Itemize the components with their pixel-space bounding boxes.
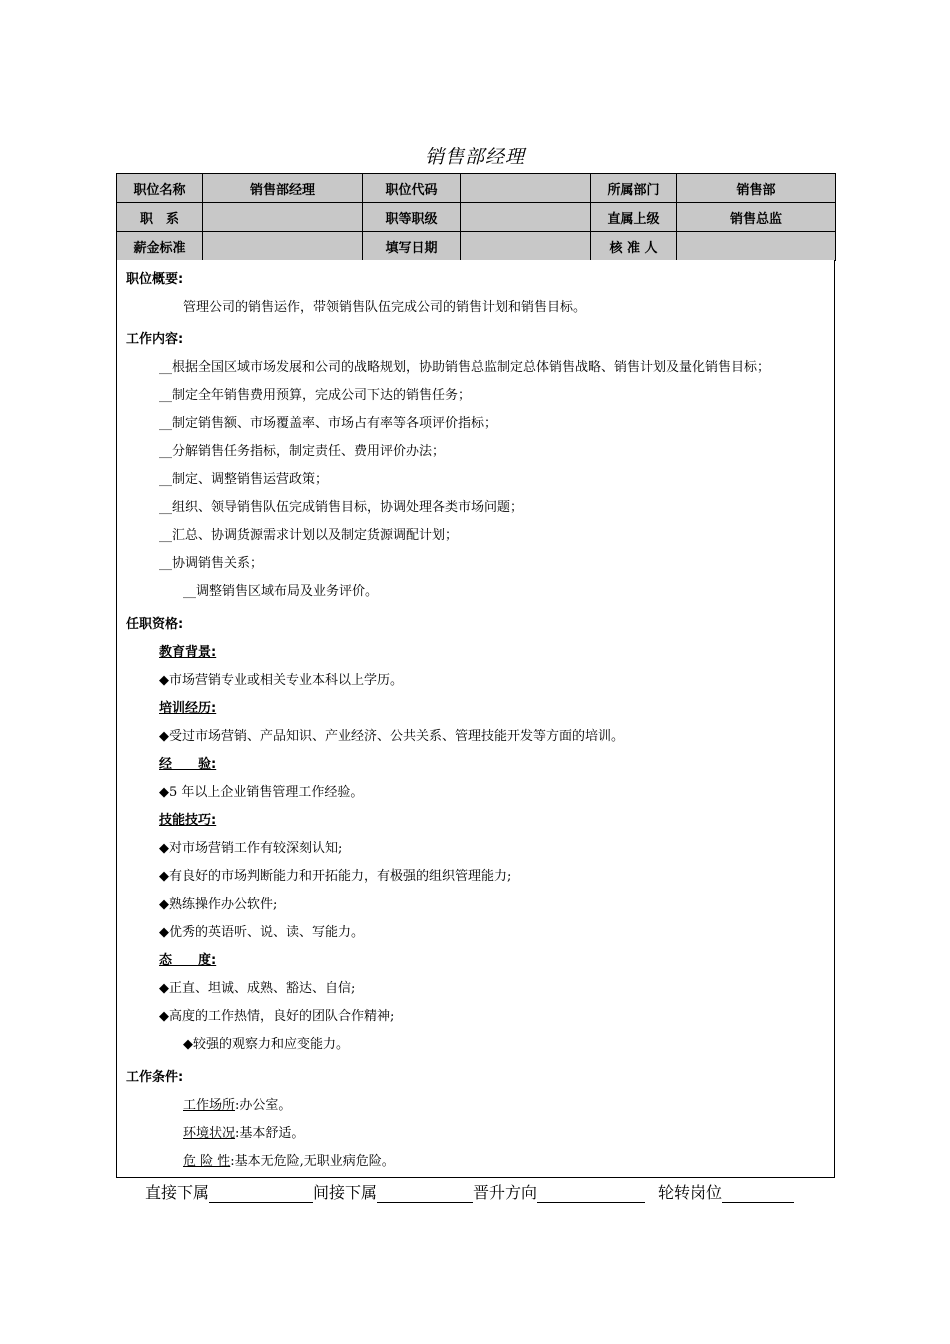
risk-value: :基本无危险,无职业病危险。 bbox=[230, 1154, 395, 1169]
attitude-title: 态 度: bbox=[159, 953, 217, 968]
experience-title: 经 验: bbox=[159, 757, 217, 772]
value-salary bbox=[203, 232, 363, 261]
training-title: 培训经历: bbox=[159, 701, 217, 716]
document-title: 销售部经理 bbox=[424, 146, 525, 168]
conditions-section bbox=[116, 1058, 835, 1178]
work-item-3: __制定销售额、市场覆盖率、市场占有率等各项评价指标； bbox=[159, 416, 498, 431]
rotation-blank[interactable] bbox=[722, 1185, 794, 1203]
direct-subordinate-label: 直接下属 bbox=[145, 1183, 210, 1202]
overview-section bbox=[116, 260, 835, 321]
skill-item-4: ◆优秀的英语听、说、读、写能力。 bbox=[159, 925, 364, 940]
training-text: ◆受过市场营销、产品知识、产业经济、公共关系、管理技能开发等方面的培训。 bbox=[159, 729, 624, 744]
environment-line bbox=[183, 1122, 304, 1141]
value-position-name: 销售部经理 bbox=[203, 174, 363, 203]
value-position-code bbox=[461, 174, 591, 203]
info-row-2 bbox=[117, 203, 836, 232]
attitude-item-2: ◆高度的工作热情，良好的团队合作精神; bbox=[159, 1009, 395, 1024]
direct-subordinate-blank[interactable] bbox=[209, 1185, 313, 1203]
info-row-1 bbox=[117, 174, 836, 203]
work-item-9: __调整销售区域布局及业务评价。 bbox=[183, 584, 379, 599]
job-info-table bbox=[116, 173, 836, 261]
work-item-6: __组织、领导销售队伍完成销售目标，协调处理各类市场问题； bbox=[159, 500, 524, 515]
workplace-value: :办公室。 bbox=[235, 1098, 292, 1113]
info-row-3 bbox=[117, 232, 836, 261]
education-text: ◆市场营销专业或相关专业本科以上学历。 bbox=[159, 673, 403, 688]
label-department: 所属部门 bbox=[591, 174, 677, 203]
overview-label: 职位概要: bbox=[126, 272, 184, 287]
label-position-code: 职位代码 bbox=[363, 174, 461, 203]
work-section bbox=[116, 320, 835, 606]
promotion-blank[interactable] bbox=[537, 1185, 645, 1203]
value-job-grade bbox=[461, 203, 591, 232]
qualification-section bbox=[116, 605, 835, 1059]
environment-value: :基本舒适。 bbox=[235, 1126, 305, 1141]
work-item-4: __分解销售任务指标，制定责任、费用评价办法； bbox=[159, 444, 446, 459]
risk-line bbox=[183, 1150, 395, 1169]
attitude-item-1: ◆正直、坦诚、成熟、豁达、自信; bbox=[159, 981, 356, 996]
environment-key: 环境状况 bbox=[183, 1126, 236, 1141]
label-salary: 薪金标准 bbox=[117, 232, 203, 261]
footer-line bbox=[145, 1180, 794, 1203]
skill-item-3: ◆熟练操作办公软件; bbox=[159, 897, 278, 912]
skill-item-1: ◆对市场营销工作有较深刻认知; bbox=[159, 841, 343, 856]
risk-key: 危 险 性 bbox=[183, 1154, 231, 1169]
value-approver bbox=[677, 232, 836, 261]
promotion-label: 晋升方向 bbox=[473, 1183, 538, 1202]
label-job-family: 职 系 bbox=[117, 203, 203, 232]
label-direct-superior: 直属上级 bbox=[591, 203, 677, 232]
rotation-label: 轮转岗位 bbox=[658, 1183, 723, 1202]
skills-title: 技能技巧: bbox=[159, 813, 217, 828]
indirect-subordinate-label: 间接下属 bbox=[313, 1183, 378, 1202]
work-item-8: __协调销售关系； bbox=[159, 556, 264, 571]
label-job-grade: 职等职级 bbox=[363, 203, 461, 232]
work-item-1: __根据全国区域市场发展和公司的战略规划，协助销售总监制定总体销售战略、销售计划及量化销售目标； bbox=[159, 360, 771, 375]
conditions-label: 工作条件: bbox=[126, 1070, 184, 1085]
label-position-name: 职位名称 bbox=[117, 174, 203, 203]
work-item-5: __制定、调整销售运营政策； bbox=[159, 472, 329, 487]
value-direct-superior: 销售总监 bbox=[677, 203, 836, 232]
work-item-2: __制定全年销售费用预算，完成公司下达的销售任务； bbox=[159, 388, 472, 403]
workplace-line bbox=[183, 1094, 291, 1113]
workplace-key: 工作场所 bbox=[183, 1098, 236, 1113]
education-title: 教育背景: bbox=[159, 645, 217, 660]
overview-text: 管理公司的销售运作，带领销售队伍完成公司的销售计划和销售目标。 bbox=[183, 300, 587, 315]
attitude-item-3: ◆较强的观察力和应变能力。 bbox=[183, 1037, 349, 1052]
label-approver: 核 准 人 bbox=[591, 232, 677, 261]
indirect-subordinate-blank[interactable] bbox=[377, 1185, 473, 1203]
value-department: 销售部 bbox=[677, 174, 836, 203]
skill-item-2: ◆有良好的市场判断能力和开拓能力，有极强的组织管理能力; bbox=[159, 869, 512, 884]
label-fill-date: 填写日期 bbox=[363, 232, 461, 261]
experience-text: ◆5 年以上企业销售管理工作经验。 bbox=[159, 785, 364, 800]
work-label: 工作内容: bbox=[126, 332, 184, 347]
value-fill-date bbox=[461, 232, 591, 261]
qualification-label: 任职资格: bbox=[126, 617, 184, 632]
work-item-7: __汇总、协调货源需求计划以及制定货源调配计划； bbox=[159, 528, 459, 543]
value-job-family bbox=[203, 203, 363, 232]
